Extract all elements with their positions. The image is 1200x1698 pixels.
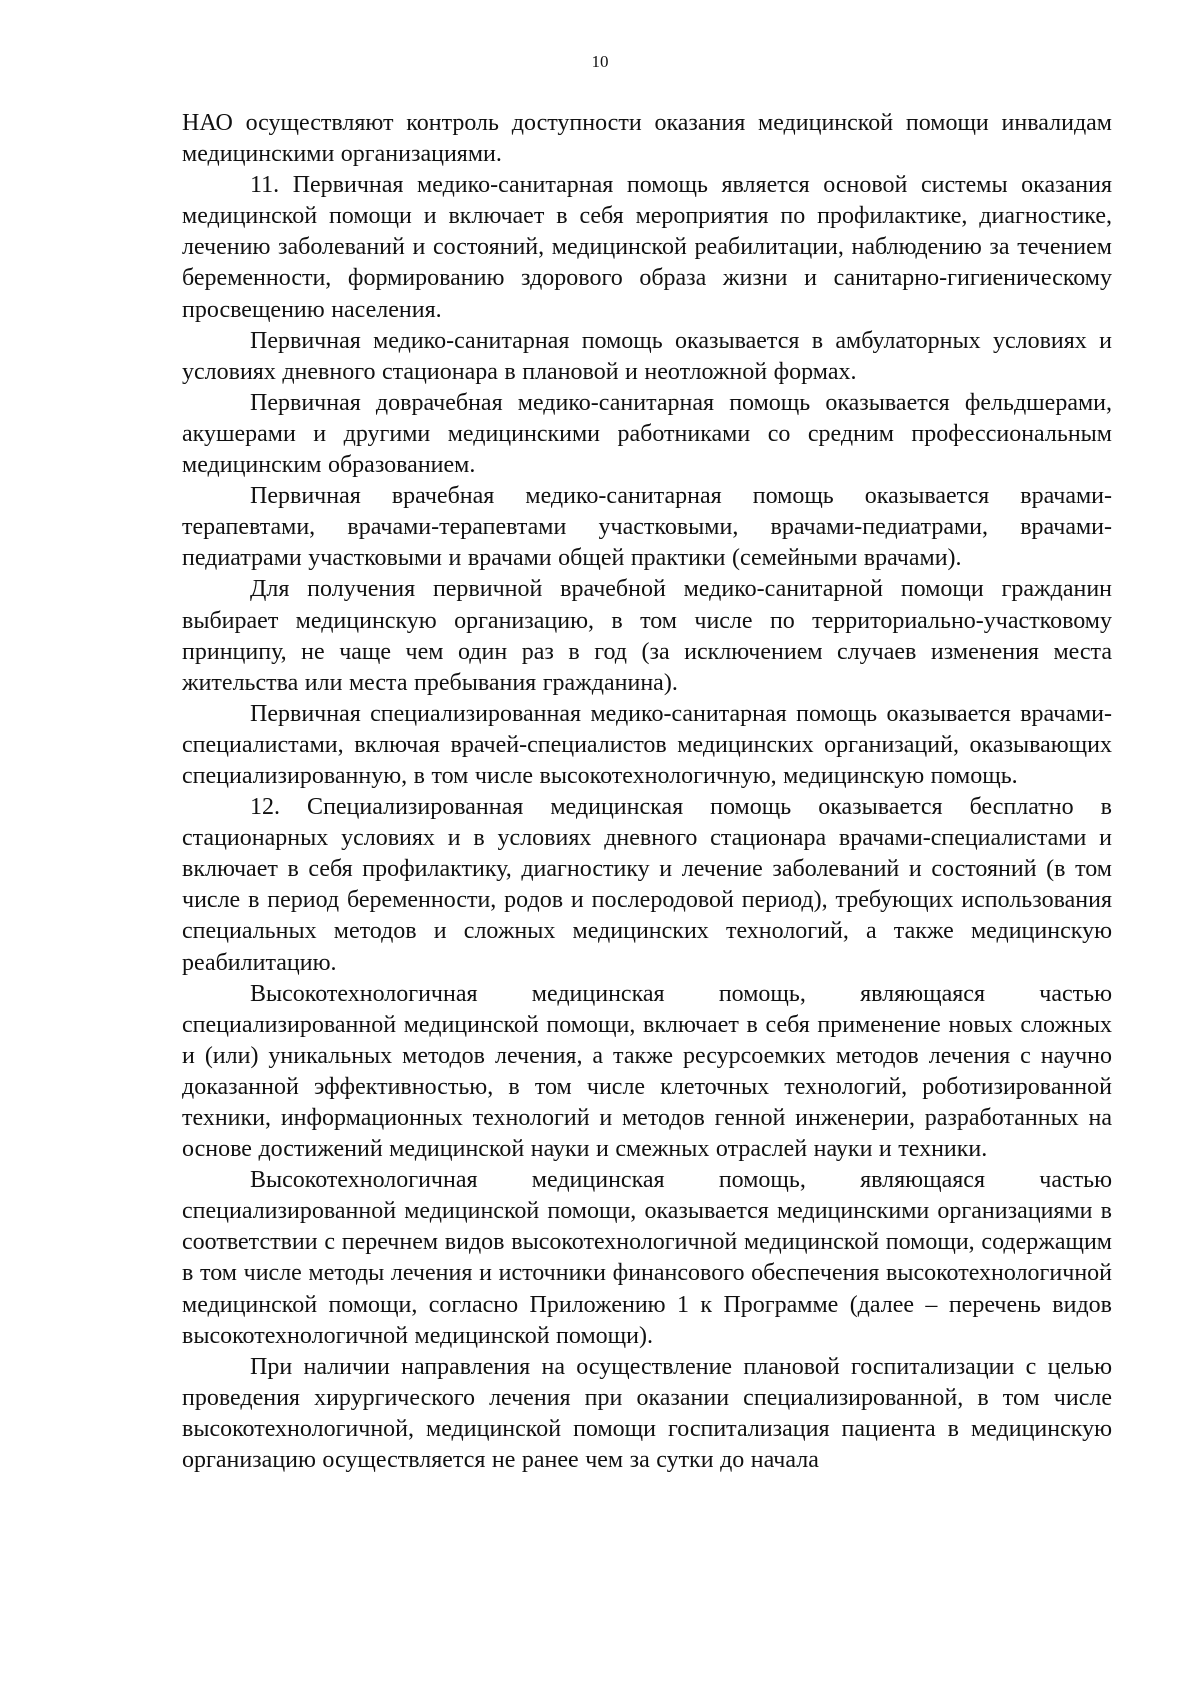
- paragraph-0: НАО осуществляют контроль доступности оказания медицинской помощи инвалидам медицинскими организациями.: [182, 110, 1112, 168]
- paragraph-10: При наличии направления на осуществление плановой госпитализации с целью проведения хирургического лечения при оказании специализированной, в том числе высокотехнологичной, медицинской помощи госпитализация пациента в медицинскую организацию осуществляется не ранее чем за сутки до начала: [182, 1353, 1112, 1474]
- paragraph-1: 11. Первичная медико-санитарная помощь является основой системы оказания медицинской помощи и включает в себя мероприятия по профилактике, диагностике, лечению заболеваний и состояний, медицинской реабилитации, наблюдению за течением беременности, формированию здорового образа жизни и санитарно-гигиеническому просвещению населения.: [182, 172, 1112, 323]
- paragraph-4: Первичная врачебная медико-санитарная помощь оказывается врачами-терапевтами, врачами-терапевтами участковыми, врачами-педиатрами, врачами-педиатрами участковыми и врачами общей практики (семейными врачами).: [182, 483, 1112, 572]
- paragraph-8: Высокотехнологичная медицинская помощь, являющаяся частью специализированной медицинской помощи, включает в себя применение новых сложных и (или) уникальных методов лечения, а также ресурсоемких методов лечения с научно доказанной эффективностью, в том числе клеточных технологий, роботизированной техники, информационных технологий и методов генной инженерии, разработанных на основе достижений медицинской науки и смежных отраслей науки и техники.: [182, 980, 1112, 1163]
- paragraph-2: Первичная медико-санитарная помощь оказывается в амбулаторных условиях и условиях дневного стационара в плановой и неотложной формах.: [182, 327, 1112, 385]
- document-body: [182, 108, 1112, 1476]
- page-number: 10: [591, 52, 609, 71]
- paragraph-6: Первичная специализированная медико-санитарная помощь оказывается врачами-специалистами, включая врачей-специалистов медицинских организаций, оказывающих специализированную, в том числе высокотехнологичную, медицинскую помощь.: [182, 700, 1112, 789]
- paragraph-7: 12. Специализированная медицинская помощь оказывается бесплатно в стационарных условиях и в условиях дневного стационара врачами-специалистами и включает в себя профилактику, диагностику и лечение заболеваний и состояний (в том числе в период беременности, родов и послеродовой период), требующих использования специальных методов и сложных медицинских технологий, а также медицинскую реабилитацию.: [182, 794, 1112, 976]
- paragraph-3: Первичная доврачебная медико-санитарная помощь оказывается фельдшерами, акушерами и другими медицинскими работниками со средним профессиональным медицинским образованием.: [182, 389, 1112, 479]
- paragraph-9: Высокотехнологичная медицинская помощь, являющаяся частью специализированной медицинской помощи, оказывается медицинскими организациями в соответствии с перечнем видов высокотехнологичной медицинской помощи, содержащим в том числе методы лечения и источники финансового обеспечения высокотехнологичной медицинской помощи, согласно Приложению 1 к Программе (далее – перечень видов высокотехнологичной медицинской помощи).: [182, 1167, 1112, 1349]
- paragraph-5: Для получения первичной врачебной медико-санитарной помощи гражданин выбирает медицинскую организацию, в том числе по территориально-участковому принципу, не чаще чем один раз в год (за исключением случаев изменения места жительства или места пребывания гражданина).: [182, 576, 1112, 696]
